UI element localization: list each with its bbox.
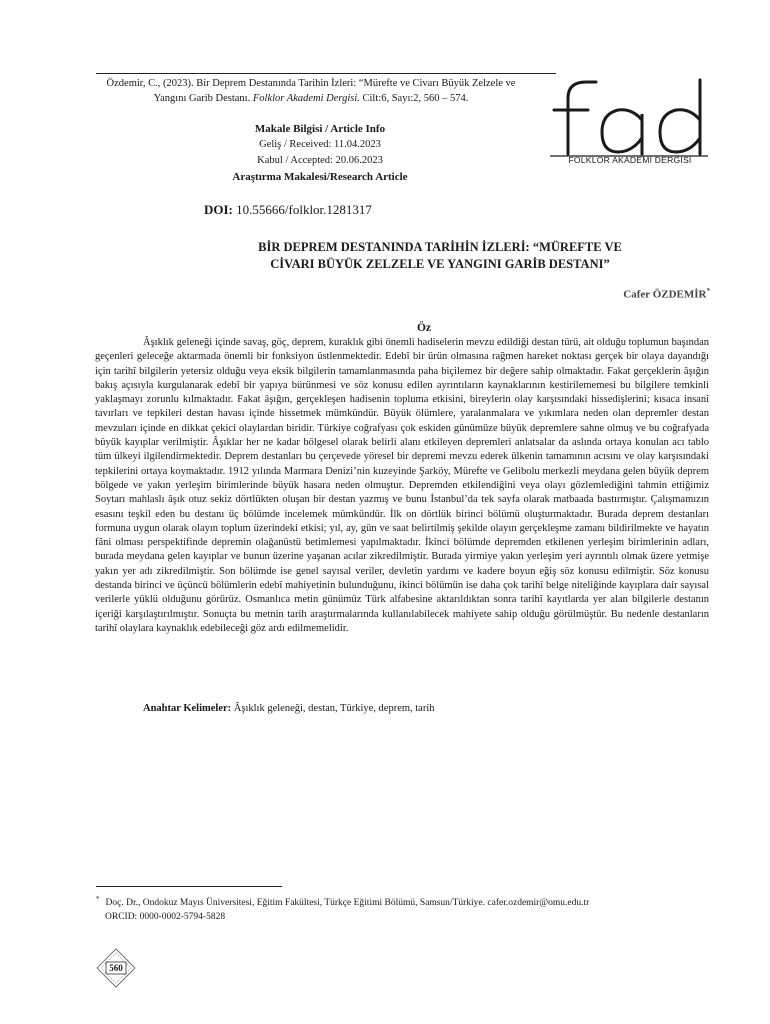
author bbox=[623, 287, 710, 301]
doi bbox=[204, 202, 372, 218]
keywords-label: Anahtar Kelimeler: bbox=[143, 703, 232, 714]
abstract-heading: Öz bbox=[416, 322, 432, 334]
orcid: ORCID: 0000-0002-5794-5828 bbox=[105, 912, 226, 923]
citation-text: Özdemir, C., (2023). Bir Deprem Destanında Tarihin İzleri: “Mürefte ve Civarı Büyük Zelzele ve Yangını Garib Destanı. bbox=[106, 78, 516, 104]
citation-journal: Folklor Akademi Dergisi. bbox=[252, 92, 360, 104]
doi-label: DOI: bbox=[204, 202, 233, 217]
article-type: Araştırma Makalesi/Research Article bbox=[232, 171, 408, 183]
abstract-text: Âşıklık geleneği içinde savaş, göç, deprem, kuraklık gibi önemli hadiselerin mevzu edildiği destan türü, ait olduğu toplumun başından geçenleri geleceğe aktarmada önemli bir fonksiyon üstlenmektedir. Edebî bir ürün olmasına rağmen hareket noktası gerçek bir olaya dayandığı için tarihî bilgilerin yetersiz olduğu veya eksik bilgilerin tamamlanmasında paha biçilemez bir değere sahip olmaktadır. Fakat gerçeklerin âşığın bakış açısıyla kurgulanarak edebî bir yapıya bürünmesi ve söz konusu edilen ayrıntıların kaynaklarının kestirilememesi bu bilgilere temkinli yaklaşmayı zorunlu kılmaktadır. Fakat âşığın, gerçekleşen hadisenin topluma etkisini, bireylerin olay karşısındaki hissedişlerini; kısaca insanî tavırları ve tepkileri destan havası içinde hissetmek mümkündür. Büyük ölümlere, yaralanmalara ve yıkımlara neden olan depremler destan mevzuları içinde en dikkat çekici olaylardan biridir. Türkiye coğrafyası çok eskiden günümüze büyük depremlere sahne olmuş ve bu coğrafyada büyük kayıplar verilmiştir. Âşıklar her ne kadar bölgesel olarak belirli alanı etkileyen depremleri anlatsalar da aslında ortaya konulan acı tablo tüm ülkeyi ilgilendirmektedir. Deprem destanları bu çerçevede yöresel bir depremi mevzu ederek ülkenin tamamının acısını ve olay karşısındaki tepkilerini ortaya koymaktadır. 1912 yılında Marmara Denizi’nin kuzeyinde Şarköy, Mürefte ve Gelibolu merkezli meydana gelen büyük deprem bölgede ve yakın yerleşim birimlerinde büyük hasara neden olmuştur. Depremden etkilendiğini veya olayı gözlemlediğini tahmin ettiğimiz Soytarı mahlaslı âşık otuz sekiz dörtlükten oluşan bir destan yazmış ve bunu İstanbul’da tek sayfa olarak matbaada bastırmıştır. Çalışmamızın esasını teşkil eden bu destanı üç bölümde incelemek mümkündür. İlk on dörtlük birinci bölümü oluşturmaktadır. Burada deprem destanları formuna uygun olarak olayın toplum üzerindeki etkisi; yıl, ay, gün ve saat belirtilmiş şekilde olayın gerçekleşme zamanı bildirilmekte ve hayatın fâni olması perspektifinde depremin olağanüstü betimlemesi yapılmaktadır. İkinci bölümde depremden etkilenen yerleşim birimlerinin adları, burada meydana gelen kayıplar ve bunun üzerine yaşanan acılar zikredilmiştir. Burada yirmiye yakın yerleşim yeri ayrıntılı olmak üzere yetmişe yakın yer adı zikredilmiştir. Son bölümde ise genel sayısal veriler, devletin yardımı ve kadere boyun eğiş söz konusu edilmiştir. Söz konusu destanda birinci ve üçüncü bölümlerin edebî mahiyetinin bulunduğunu, ikinci bölümün ise daha çok tarihî belge niteliğinde kayıplara dair sayısal verilerle yüklü olduğunu görürüz. Osmanlıca metin günümüz Türk alfabesine aktarıldıktan sonra tarihî kayıtlarda yer alan bilgilerle destanın içeriği karşılaştırılmıştır. Sonuçta bu metnin tarih araştırmalarında kullanılabilecek mahiyete sahip olduğu görülmüştür. Bu nedenle destanların tarihî olaylara kaynaklık edebileceği göz ardı edilmemelidir. bbox=[95, 337, 709, 634]
article-title bbox=[200, 239, 680, 273]
footnote-text: Doç. Dr., Ondokuz Mayıs Üniversitesi, Eğitim Fakültesi, Türkçe Eğitimi Bölümü, Samsun/Türkiye. cafer.ozdemir@omu.edu.tr bbox=[105, 898, 590, 909]
title-line-1: BİR DEPREM DESTANINDA TARİHİN İZLERİ: “MÜREFTE VE bbox=[258, 240, 622, 254]
article-info bbox=[150, 121, 490, 185]
author-footnote-mark: * bbox=[706, 287, 710, 295]
received-date: Geliş / Received: 11.04.2023 bbox=[259, 139, 381, 150]
doi-link[interactable]: 10.55666/folklor.1281317 bbox=[236, 202, 372, 217]
citation-volume: Cilt:6, Sayı:2, 560 – 574. bbox=[362, 92, 469, 104]
footnote bbox=[96, 892, 716, 924]
header-rule bbox=[96, 73, 556, 74]
title-line-2: CİVARI BÜYÜK ZELZELE VE YANGINI GARİB DESTANI” bbox=[270, 257, 610, 271]
page-number: 560 bbox=[109, 963, 123, 973]
keywords-value: Âşıklık geleneği, destan, Türkiye, deprem, tarih bbox=[233, 703, 435, 714]
accepted-date: Kabul / Accepted: 20.06.2023 bbox=[257, 155, 383, 166]
citation bbox=[96, 77, 526, 106]
footnote-mark: * bbox=[96, 895, 100, 903]
page-number-badge bbox=[96, 948, 136, 988]
logo-caption: FOLKLOR AKADEMİ DERGİSİ bbox=[568, 155, 692, 165]
keywords bbox=[143, 703, 435, 714]
author-name: Cafer ÖZDEMİR bbox=[623, 288, 707, 301]
article-info-heading: Makale Bilgisi / Article Info bbox=[254, 123, 386, 135]
footnote-rule bbox=[96, 886, 282, 887]
